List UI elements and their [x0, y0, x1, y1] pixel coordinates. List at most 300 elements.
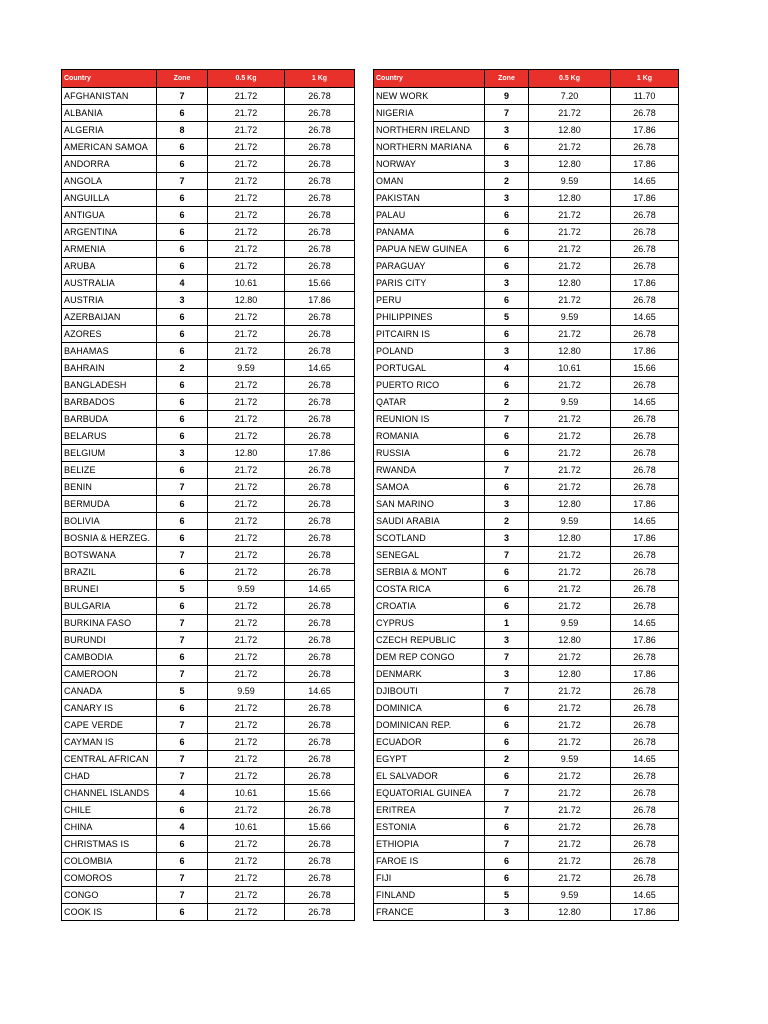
zone-cell: 3 — [485, 190, 529, 207]
rate-1kg-cell: 26.78 — [611, 717, 679, 734]
country-cell: BURUNDI — [62, 632, 157, 649]
zone-cell: 6 — [157, 530, 208, 547]
zone-cell: 7 — [157, 717, 208, 734]
country-cell: AZORES — [62, 326, 157, 343]
rate-0-5kg-cell: 21.72 — [208, 224, 285, 241]
rate-0-5kg-cell: 21.72 — [529, 479, 611, 496]
column-header-0-5kg: 0.5 Kg — [529, 70, 611, 88]
country-cell: BANGLADESH — [62, 377, 157, 394]
zone-cell: 8 — [157, 122, 208, 139]
rate-1kg-cell: 26.78 — [611, 768, 679, 785]
rate-1kg-cell: 26.78 — [611, 870, 679, 887]
zone-cell: 6 — [157, 411, 208, 428]
table-row — [62, 411, 355, 428]
table-header-row — [62, 70, 355, 88]
table-row — [62, 768, 355, 785]
rate-0-5kg-cell: 21.72 — [208, 105, 285, 122]
country-cell: NORTHERN IRELAND — [374, 122, 485, 139]
zone-cell: 6 — [157, 190, 208, 207]
zone-cell: 6 — [157, 598, 208, 615]
zone-cell: 1 — [485, 615, 529, 632]
zone-cell: 4 — [157, 275, 208, 292]
zone-cell: 6 — [485, 292, 529, 309]
table-row — [62, 904, 355, 921]
table-row — [62, 88, 355, 105]
zone-cell: 3 — [157, 292, 208, 309]
rate-1kg-cell: 26.78 — [285, 496, 355, 513]
rate-1kg-cell: 15.66 — [285, 819, 355, 836]
rate-1kg-cell: 26.78 — [611, 819, 679, 836]
zone-cell: 6 — [157, 836, 208, 853]
country-cell: SAN MARINO — [374, 496, 485, 513]
table-row — [374, 887, 679, 904]
zone-cell: 6 — [157, 241, 208, 258]
rate-0-5kg-cell: 21.72 — [208, 190, 285, 207]
country-cell: NORTHERN MARIANA — [374, 139, 485, 156]
rate-1kg-cell: 14.65 — [611, 173, 679, 190]
zone-cell: 3 — [485, 530, 529, 547]
rate-0-5kg-cell: 12.80 — [529, 632, 611, 649]
rate-1kg-cell: 26.78 — [611, 598, 679, 615]
rate-0-5kg-cell: 21.72 — [208, 700, 285, 717]
table-row — [374, 190, 679, 207]
zone-cell: 7 — [157, 173, 208, 190]
country-cell: BELARUS — [62, 428, 157, 445]
table-row — [374, 445, 679, 462]
country-cell: DJIBOUTI — [374, 683, 485, 700]
rate-1kg-cell: 26.78 — [285, 700, 355, 717]
country-cell: ALGERIA — [62, 122, 157, 139]
country-cell: ANGOLA — [62, 173, 157, 190]
country-cell: NIGERIA — [374, 105, 485, 122]
rate-1kg-cell: 14.65 — [611, 887, 679, 904]
country-cell: DENMARK — [374, 666, 485, 683]
rate-1kg-cell: 26.78 — [611, 462, 679, 479]
country-cell: BAHRAIN — [62, 360, 157, 377]
country-cell: NORWAY — [374, 156, 485, 173]
rate-1kg-cell: 26.78 — [285, 428, 355, 445]
rate-1kg-cell: 26.78 — [611, 207, 679, 224]
rate-0-5kg-cell: 21.72 — [208, 309, 285, 326]
table-row — [62, 343, 355, 360]
country-cell: SAUDI ARABIA — [374, 513, 485, 530]
rate-1kg-cell: 17.86 — [611, 343, 679, 360]
zone-cell: 3 — [485, 156, 529, 173]
zone-cell: 6 — [485, 819, 529, 836]
table-row — [62, 309, 355, 326]
rate-0-5kg-cell: 21.72 — [529, 462, 611, 479]
rate-1kg-cell: 26.78 — [285, 258, 355, 275]
country-cell: CANARY IS — [62, 700, 157, 717]
rate-1kg-cell: 26.78 — [285, 751, 355, 768]
rate-1kg-cell: 26.78 — [285, 190, 355, 207]
country-cell: ECUADOR — [374, 734, 485, 751]
rate-1kg-cell: 26.78 — [285, 615, 355, 632]
rate-0-5kg-cell: 21.72 — [208, 717, 285, 734]
rate-0-5kg-cell: 21.72 — [529, 547, 611, 564]
column-header-country: Country — [374, 70, 485, 88]
rate-1kg-cell: 26.78 — [611, 564, 679, 581]
rate-1kg-cell: 26.78 — [285, 479, 355, 496]
rate-0-5kg-cell: 21.72 — [529, 326, 611, 343]
country-cell: BOLIVIA — [62, 513, 157, 530]
rate-1kg-cell: 26.78 — [285, 717, 355, 734]
rate-0-5kg-cell: 21.72 — [529, 598, 611, 615]
rate-1kg-cell: 26.78 — [285, 122, 355, 139]
table-row — [62, 598, 355, 615]
rate-1kg-cell: 26.78 — [611, 428, 679, 445]
table-row — [62, 530, 355, 547]
zone-cell: 6 — [485, 717, 529, 734]
column-header-0-5kg: 0.5 Kg — [208, 70, 285, 88]
rate-0-5kg-cell: 9.59 — [529, 173, 611, 190]
rate-0-5kg-cell: 21.72 — [208, 853, 285, 870]
rate-0-5kg-cell: 21.72 — [208, 122, 285, 139]
rate-table-left-body — [62, 88, 355, 921]
zone-cell: 6 — [157, 258, 208, 275]
table-row — [62, 870, 355, 887]
table-row — [374, 292, 679, 309]
table-row — [374, 683, 679, 700]
zone-cell: 3 — [485, 275, 529, 292]
country-cell: ANDORRA — [62, 156, 157, 173]
zone-cell: 6 — [157, 105, 208, 122]
table-row — [62, 122, 355, 139]
country-cell: EQUATORIAL GUINEA — [374, 785, 485, 802]
country-cell: AZERBAIJAN — [62, 309, 157, 326]
rate-0-5kg-cell: 12.80 — [529, 666, 611, 683]
rate-table-left — [61, 69, 355, 921]
country-cell: ERITREA — [374, 802, 485, 819]
table-row — [374, 734, 679, 751]
rate-1kg-cell: 26.78 — [611, 258, 679, 275]
rate-0-5kg-cell: 12.80 — [529, 904, 611, 921]
rate-1kg-cell: 26.78 — [611, 139, 679, 156]
rate-1kg-cell: 26.78 — [285, 530, 355, 547]
rate-0-5kg-cell: 9.59 — [529, 513, 611, 530]
rate-0-5kg-cell: 21.72 — [529, 649, 611, 666]
rate-1kg-cell: 26.78 — [285, 836, 355, 853]
rate-1kg-cell: 26.78 — [285, 241, 355, 258]
table-row — [62, 428, 355, 445]
rate-0-5kg-cell: 21.72 — [529, 411, 611, 428]
country-cell: PERU — [374, 292, 485, 309]
country-cell: CENTRAL AFRICAN — [62, 751, 157, 768]
table-row — [62, 496, 355, 513]
table-row — [374, 836, 679, 853]
country-cell: CAPE VERDE — [62, 717, 157, 734]
country-cell: CROATIA — [374, 598, 485, 615]
rate-0-5kg-cell: 21.72 — [208, 530, 285, 547]
country-cell: ESTONIA — [374, 819, 485, 836]
rate-1kg-cell: 17.86 — [611, 122, 679, 139]
table-row — [374, 785, 679, 802]
table-row — [374, 343, 679, 360]
zone-cell: 9 — [485, 88, 529, 105]
table-row — [62, 666, 355, 683]
rate-1kg-cell: 17.86 — [611, 156, 679, 173]
rate-0-5kg-cell: 21.72 — [208, 88, 285, 105]
table-row — [62, 802, 355, 819]
rate-0-5kg-cell: 21.72 — [529, 700, 611, 717]
rate-0-5kg-cell: 12.80 — [529, 156, 611, 173]
rate-0-5kg-cell: 21.72 — [208, 394, 285, 411]
country-cell: BELGIUM — [62, 445, 157, 462]
country-cell: AFGHANISTAN — [62, 88, 157, 105]
rate-1kg-cell: 26.78 — [285, 377, 355, 394]
table-row — [62, 377, 355, 394]
table-row — [374, 513, 679, 530]
zone-cell: 6 — [157, 309, 208, 326]
table-row — [374, 768, 679, 785]
zone-cell: 2 — [485, 173, 529, 190]
zone-cell: 7 — [485, 683, 529, 700]
table-row — [374, 428, 679, 445]
rate-0-5kg-cell: 21.72 — [208, 411, 285, 428]
zone-cell: 6 — [157, 513, 208, 530]
rate-0-5kg-cell: 21.72 — [529, 207, 611, 224]
zone-cell: 7 — [485, 547, 529, 564]
rate-1kg-cell: 17.86 — [611, 904, 679, 921]
zone-cell: 7 — [485, 462, 529, 479]
zone-cell: 7 — [157, 479, 208, 496]
country-cell: CZECH REPUBLIC — [374, 632, 485, 649]
table-row — [374, 547, 679, 564]
country-cell: FAROE IS — [374, 853, 485, 870]
zone-cell: 7 — [157, 751, 208, 768]
rate-0-5kg-cell: 9.59 — [208, 581, 285, 598]
table-row — [374, 717, 679, 734]
rate-1kg-cell: 26.78 — [285, 513, 355, 530]
table-row — [374, 326, 679, 343]
country-cell: CONGO — [62, 887, 157, 904]
rate-1kg-cell: 26.78 — [611, 581, 679, 598]
table-row — [374, 496, 679, 513]
table-row — [374, 88, 679, 105]
zone-cell: 6 — [485, 598, 529, 615]
rate-0-5kg-cell: 9.59 — [529, 394, 611, 411]
country-cell: CHANNEL ISLANDS — [62, 785, 157, 802]
table-row — [374, 139, 679, 156]
rate-1kg-cell: 26.78 — [611, 292, 679, 309]
rate-0-5kg-cell: 21.72 — [208, 258, 285, 275]
table-row — [62, 547, 355, 564]
rate-0-5kg-cell: 21.72 — [529, 683, 611, 700]
country-cell: OMAN — [374, 173, 485, 190]
zone-cell: 2 — [485, 394, 529, 411]
country-cell: CAYMAN IS — [62, 734, 157, 751]
country-cell: POLAND — [374, 343, 485, 360]
country-cell: DOMINICAN REP. — [374, 717, 485, 734]
rate-1kg-cell: 26.78 — [285, 564, 355, 581]
country-cell: BELIZE — [62, 462, 157, 479]
rate-0-5kg-cell: 21.72 — [208, 462, 285, 479]
rate-1kg-cell: 26.78 — [611, 700, 679, 717]
rate-1kg-cell: 17.86 — [611, 632, 679, 649]
country-cell: BOSNIA & HERZEG. — [62, 530, 157, 547]
table-row — [62, 751, 355, 768]
country-cell: ARUBA — [62, 258, 157, 275]
rate-0-5kg-cell: 21.72 — [529, 717, 611, 734]
rate-0-5kg-cell: 7.20 — [529, 88, 611, 105]
zone-cell: 2 — [485, 751, 529, 768]
column-header-zone: Zone — [157, 70, 208, 88]
table-row — [374, 122, 679, 139]
table-row — [62, 683, 355, 700]
rate-1kg-cell: 14.65 — [285, 360, 355, 377]
rate-0-5kg-cell: 12.80 — [529, 190, 611, 207]
column-header-country: Country — [62, 70, 157, 88]
country-cell: PAKISTAN — [374, 190, 485, 207]
rate-0-5kg-cell: 9.59 — [208, 683, 285, 700]
rate-1kg-cell: 26.78 — [285, 139, 355, 156]
rate-0-5kg-cell: 12.80 — [529, 530, 611, 547]
rate-0-5kg-cell: 12.80 — [529, 496, 611, 513]
rate-0-5kg-cell: 10.61 — [529, 360, 611, 377]
table-row — [374, 360, 679, 377]
table-row — [62, 836, 355, 853]
zone-cell: 5 — [485, 887, 529, 904]
rate-1kg-cell: 15.66 — [285, 785, 355, 802]
zone-cell: 3 — [485, 904, 529, 921]
rate-1kg-cell: 17.86 — [611, 496, 679, 513]
country-cell: PORTUGAL — [374, 360, 485, 377]
table-row — [374, 700, 679, 717]
zone-cell: 7 — [157, 666, 208, 683]
country-cell: SERBIA & MONT — [374, 564, 485, 581]
rate-0-5kg-cell: 10.61 — [208, 275, 285, 292]
rate-0-5kg-cell: 21.72 — [208, 632, 285, 649]
table-row — [62, 360, 355, 377]
country-cell: BOTSWANA — [62, 547, 157, 564]
zone-cell: 6 — [485, 241, 529, 258]
country-cell: FRANCE — [374, 904, 485, 921]
zone-cell: 6 — [157, 224, 208, 241]
country-cell: AMERICAN SAMOA — [62, 139, 157, 156]
rate-0-5kg-cell: 21.72 — [208, 904, 285, 921]
country-cell: CAMBODIA — [62, 649, 157, 666]
rate-1kg-cell: 26.78 — [611, 326, 679, 343]
rate-1kg-cell: 26.78 — [285, 853, 355, 870]
rate-table-right-body — [374, 88, 679, 921]
table-row — [374, 207, 679, 224]
table-row — [374, 649, 679, 666]
rate-1kg-cell: 26.78 — [285, 207, 355, 224]
country-cell: ARMENIA — [62, 241, 157, 258]
zone-cell: 7 — [157, 88, 208, 105]
country-cell: SAMOA — [374, 479, 485, 496]
rate-0-5kg-cell: 21.72 — [529, 258, 611, 275]
table-row — [374, 632, 679, 649]
table-row — [374, 309, 679, 326]
table-row — [62, 241, 355, 258]
rate-1kg-cell: 26.78 — [285, 394, 355, 411]
zone-cell: 6 — [485, 581, 529, 598]
country-cell: FINLAND — [374, 887, 485, 904]
zone-cell: 7 — [157, 615, 208, 632]
table-row — [62, 105, 355, 122]
rate-0-5kg-cell: 10.61 — [208, 785, 285, 802]
rate-0-5kg-cell: 21.72 — [529, 802, 611, 819]
table-row — [62, 615, 355, 632]
table-row — [374, 564, 679, 581]
zone-cell: 6 — [157, 394, 208, 411]
table-row — [374, 802, 679, 819]
table-row — [374, 258, 679, 275]
rate-0-5kg-cell: 12.80 — [208, 445, 285, 462]
table-row — [62, 207, 355, 224]
zone-cell: 7 — [157, 870, 208, 887]
zone-cell: 3 — [485, 122, 529, 139]
table-row — [374, 530, 679, 547]
country-cell: COLOMBIA — [62, 853, 157, 870]
table-row — [62, 462, 355, 479]
rate-0-5kg-cell: 21.72 — [208, 564, 285, 581]
country-cell: PUERTO RICO — [374, 377, 485, 394]
table-row — [62, 173, 355, 190]
table-row — [62, 139, 355, 156]
zone-cell: 6 — [485, 870, 529, 887]
rate-1kg-cell: 26.78 — [285, 649, 355, 666]
zone-cell: 6 — [157, 139, 208, 156]
country-cell: BRAZIL — [62, 564, 157, 581]
table-row — [374, 615, 679, 632]
country-cell: BRUNEI — [62, 581, 157, 598]
table-row — [62, 700, 355, 717]
country-cell: RWANDA — [374, 462, 485, 479]
zone-cell: 6 — [485, 768, 529, 785]
rate-1kg-cell: 17.86 — [285, 292, 355, 309]
rate-1kg-cell: 26.78 — [611, 836, 679, 853]
zone-cell: 7 — [485, 802, 529, 819]
zone-cell: 6 — [157, 462, 208, 479]
country-cell: CAMEROON — [62, 666, 157, 683]
zone-cell: 6 — [157, 156, 208, 173]
rate-0-5kg-cell: 9.59 — [529, 751, 611, 768]
zone-cell: 5 — [157, 581, 208, 598]
rate-1kg-cell: 17.86 — [285, 445, 355, 462]
rate-0-5kg-cell: 12.80 — [529, 275, 611, 292]
country-cell: BERMUDA — [62, 496, 157, 513]
country-cell: EL SALVADOR — [374, 768, 485, 785]
rate-1kg-cell: 26.78 — [285, 462, 355, 479]
zone-cell: 3 — [485, 666, 529, 683]
table-row — [62, 224, 355, 241]
rate-0-5kg-cell: 21.72 — [529, 564, 611, 581]
rate-0-5kg-cell: 21.72 — [208, 513, 285, 530]
zone-cell: 6 — [485, 853, 529, 870]
zone-cell: 7 — [157, 768, 208, 785]
table-row — [62, 479, 355, 496]
rate-1kg-cell: 26.78 — [285, 105, 355, 122]
zone-cell: 6 — [157, 207, 208, 224]
column-header-zone: Zone — [485, 70, 529, 88]
rate-1kg-cell: 26.78 — [611, 649, 679, 666]
table-row — [374, 224, 679, 241]
table-row — [62, 853, 355, 870]
rate-0-5kg-cell: 21.72 — [208, 649, 285, 666]
rate-0-5kg-cell: 21.72 — [529, 870, 611, 887]
zone-cell: 6 — [485, 428, 529, 445]
rate-0-5kg-cell: 21.72 — [208, 428, 285, 445]
rate-0-5kg-cell: 12.80 — [208, 292, 285, 309]
table-row — [374, 105, 679, 122]
rate-0-5kg-cell: 21.72 — [208, 734, 285, 751]
table-row — [374, 394, 679, 411]
country-cell: BULGARIA — [62, 598, 157, 615]
country-cell: ARGENTINA — [62, 224, 157, 241]
table-row — [62, 564, 355, 581]
